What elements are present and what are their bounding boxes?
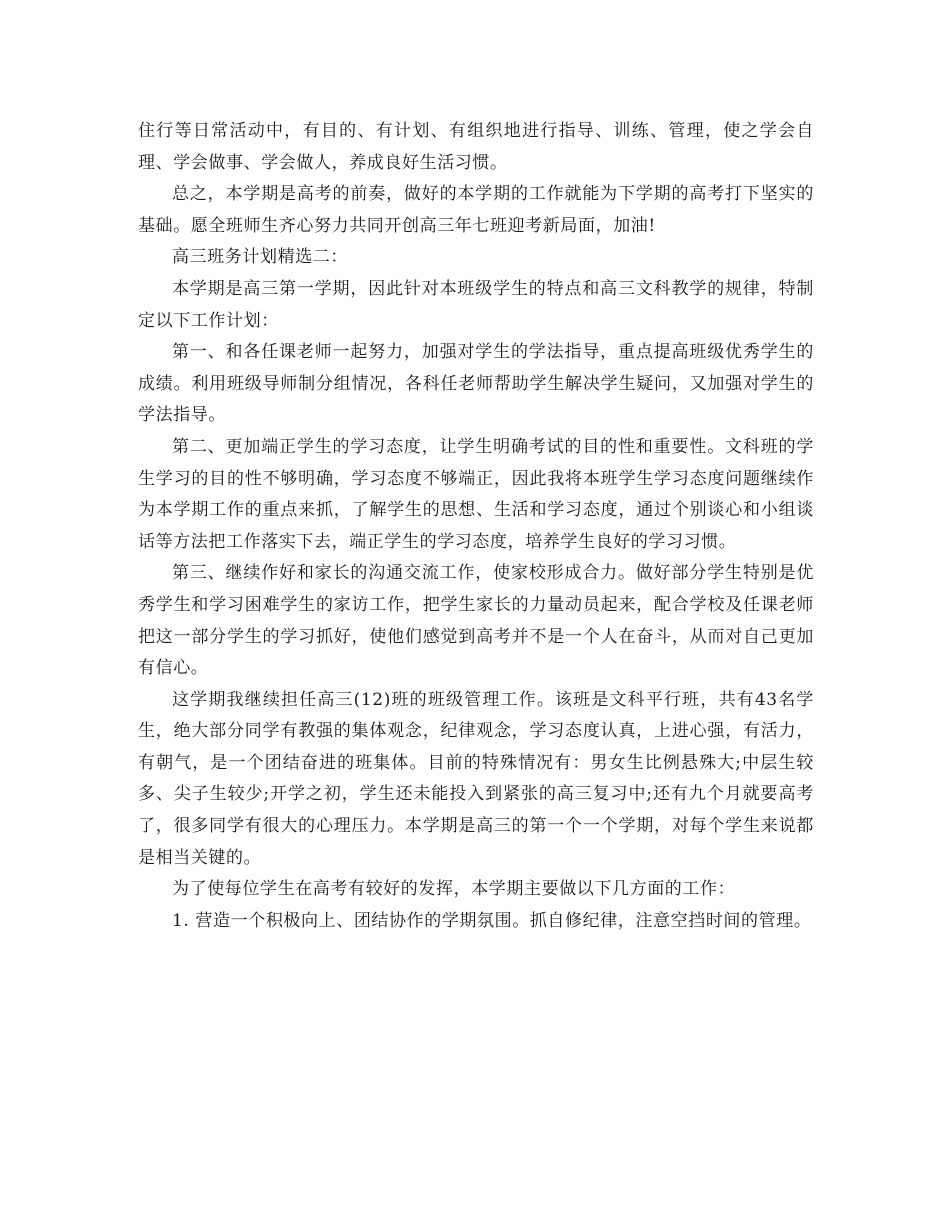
paragraph-class-situation: 这学期我继续担任高三(12)班的班级管理工作。该班是文科平行班，共有43名学生，绝大部分同学有教强的集体观念，纪律观念，学习态度认真，上进心强，有活力，有朝气，是一个团结奋进的班集体。目前的特殊情况有：男女生比例悬殊大;中层生较多、尖子生较少;开学之初，学生还未能投入到紧张的高三复习中;还有九个月就要高考了，很多同学有很大的心理压力。本学期是高三的第一个一个学期，对每个学生来说都是相当关键的。 bbox=[138, 689, 814, 868]
paragraph-item-third: 第三、继续作好和家长的沟通交流工作，使家校形成合力。做好部分学生特别是优秀学生和学习困难学生的家访工作，把学生家长的力量动员起来，配合学校及任课老师把这一部分学生的学习抓好，使他们感觉到高考并不是一个人在奋斗，从而对自己更加有信心。 bbox=[138, 563, 814, 679]
paragraph-intro: 本学期是高三第一学期，因此针对本班级学生的特点和高三文科教学的规律，特制定以下工作计划： bbox=[138, 278, 814, 331]
paragraph-summary: 总之，本学期是高考的前奏，做好的本学期的工作就能为下学期的高考打下坚实的基础。愿全班师生齐心努力共同开创高三年七班迎考新局面，加油! bbox=[138, 184, 814, 236]
paragraph-item-first: 第一、和各任课老师一起努力，加强对学生的学法指导，重点提高班级优秀学生的成绩。利用班级导师制分组情况，各科任老师帮助学生解决学生疑问，又加强对学生的学法指导。 bbox=[138, 342, 814, 426]
paragraph-numbered-item-1: 1. 营造一个积极向上、团结协作的学期氛围。抓自修纪律，注意空挡时间的管理。 bbox=[172, 910, 812, 931]
document-body bbox=[138, 116, 814, 937]
paragraph-continued: 住行等日常活动中，有目的、有计划、有组织地进行指导、训练、管理，使之学会自理、学会做事、学会做人，养成良好生活习惯。 bbox=[138, 121, 814, 173]
section-heading: 高三班务计划精选二： bbox=[172, 247, 348, 268]
paragraph-item-second: 第二、更加端正学生的学习态度，让学生明确考试的目的性和重要性。文科班的学生学习的目的性不够明确，学习态度不够端正，因此我将本班学生学习态度问题继续作为本学期工作的重点来抓，了解学生的思想、生活和学习态度，通过个别谈心和小组谈话等方法把工作落实下去，端正学生的学习态度，培养学生良好的学习习惯。 bbox=[138, 436, 814, 552]
paragraph-work-intro: 为了使每位学生在高考有较好的发挥，本学期主要做以下几方面的工作： bbox=[172, 879, 736, 900]
